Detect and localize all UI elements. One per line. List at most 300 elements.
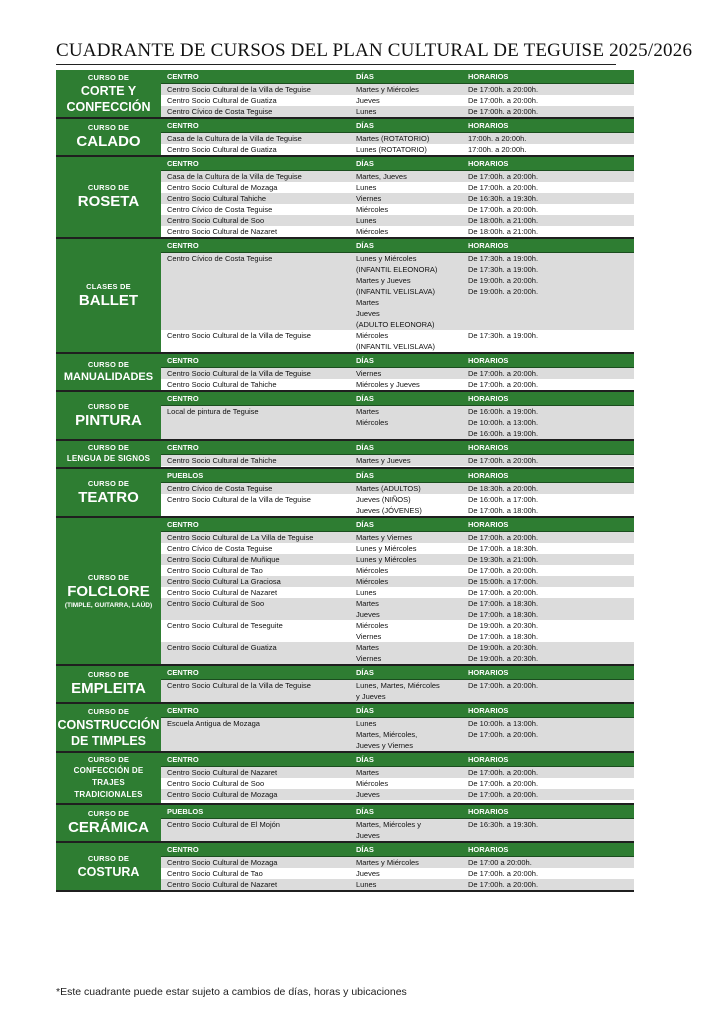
course-prefix: CURSO DE	[87, 72, 130, 82]
days-line: Martes, Jueves	[356, 172, 407, 181]
days-line: Martes	[356, 407, 379, 416]
hours-line: De 17:00h. a 18:30h.	[468, 610, 539, 619]
course-name: PINTURA	[75, 411, 142, 429]
table-header	[161, 843, 634, 857]
days-line: Martes y Viernes	[356, 533, 413, 542]
center-cell: Centro Cívico de Costa Teguise	[167, 484, 273, 493]
course-label	[56, 843, 161, 890]
center-cell: Centro Socio Cultural de El Mojón	[167, 820, 280, 829]
hours-line: De 19:00h. a 20:00h.	[468, 276, 539, 285]
course-section	[56, 843, 634, 892]
days-line: Jueves	[356, 610, 380, 619]
hours-cell	[466, 554, 634, 565]
hours-line: De 17:00h. a 20:00h.	[468, 380, 539, 389]
course-table	[161, 239, 634, 352]
days-cell	[354, 879, 466, 890]
course-section	[56, 753, 634, 805]
course-table	[161, 392, 634, 439]
days-line: Lunes	[356, 216, 377, 225]
hours-line: De 17:00h. a 20:00h.	[468, 183, 539, 192]
course-section	[56, 704, 634, 753]
table-row	[161, 565, 634, 576]
hours-cell	[466, 84, 634, 95]
days-cell	[354, 144, 466, 155]
days-cell	[354, 330, 466, 352]
course-label	[56, 70, 161, 117]
hours-line: De 17:00h. a 20:00h.	[468, 205, 539, 214]
center-cell: Centro Socio Cultural de Tahiche	[167, 380, 277, 389]
course-label	[56, 518, 161, 664]
column-header: CENTRO	[167, 394, 199, 403]
hours-cell	[466, 368, 634, 379]
footnote: *Este cuadrante puede estar sujeto a cambios de días, horas y ubicaciones	[56, 986, 407, 998]
course-label	[56, 469, 161, 516]
days-cell	[354, 598, 466, 620]
hours-line: De 15:00h. a 17:00h.	[468, 577, 539, 586]
table-row	[161, 543, 634, 554]
course-name: ROSETA	[77, 193, 140, 210]
days-cell	[354, 253, 466, 330]
column-header: DÍAS	[356, 845, 374, 854]
hours-line: De 17:00 a 20:00h.	[468, 858, 532, 867]
table-row	[161, 576, 634, 587]
column-header: HORARIOS	[468, 807, 509, 816]
hours-line: De 18:00h. a 21:00h.	[468, 216, 539, 225]
center-cell: Centro Socio Cultural de Mozaga	[167, 790, 278, 799]
center-cell: Centro Cívico de Costa Teguise	[167, 544, 273, 553]
column-header: CENTRO	[167, 706, 199, 715]
days-cell	[354, 565, 466, 576]
days-cell	[354, 494, 466, 516]
days-cell	[354, 182, 466, 193]
center-cell: Centro Socio Cultural de Guatiza	[167, 643, 277, 652]
column-header: CENTRO	[167, 845, 199, 854]
course-name: CORTE Y CONFECCIÓN	[66, 83, 151, 114]
center-cell: Centro Socio Cultural Tahiche	[167, 194, 267, 203]
column-header: DÍAS	[356, 159, 374, 168]
days-line: Lunes y Miércoles	[356, 544, 417, 553]
course-prefix: CURSO DE	[87, 478, 130, 488]
days-cell	[354, 819, 466, 841]
hours-line: De 17:00h. a 20:00h.	[468, 681, 539, 690]
column-header: DÍAS	[356, 394, 374, 403]
center-cell: Centro Socio Cultural de Nazaret	[167, 768, 278, 777]
hours-line: De 17:00h. a 20:00h.	[468, 880, 539, 889]
column-header: PUEBLOS	[167, 807, 204, 816]
course-label	[56, 354, 161, 390]
hours-line: De 19:30h. a 21:00h.	[468, 555, 539, 564]
days-cell	[354, 379, 466, 390]
column-header: HORARIOS	[468, 471, 509, 480]
column-header: HORARIOS	[468, 394, 509, 403]
center-cell: Centro Socio Cultural de Nazaret	[167, 227, 278, 236]
table-row	[161, 330, 634, 352]
course-label	[56, 441, 161, 467]
table-row	[161, 789, 634, 800]
table-row	[161, 554, 634, 565]
course-prefix: CURSO DE	[87, 572, 130, 582]
center-cell: Centro Socio Cultural de Tao	[167, 869, 263, 878]
days-line: Jueves	[356, 790, 380, 799]
course-prefix: CURSO DE	[87, 443, 130, 452]
days-line: Lunes	[356, 588, 377, 597]
days-cell	[354, 532, 466, 543]
course-prefix: CURSO DE	[87, 401, 130, 411]
days-line: Martes (ROTATORIO)	[356, 134, 430, 143]
title-underline	[56, 64, 616, 65]
days-line: Jueves (NIÑOS)	[356, 495, 411, 504]
table-row	[161, 718, 634, 751]
course-section	[56, 441, 634, 469]
days-line: Viernes	[356, 654, 382, 663]
days-cell	[354, 171, 466, 182]
hours-cell	[466, 598, 634, 620]
column-header: DÍAS	[356, 755, 374, 764]
center-cell: Centro Socio Cultural de Guatiza	[167, 96, 277, 105]
hours-cell	[466, 718, 634, 751]
column-header: HORARIOS	[468, 241, 509, 250]
days-cell	[354, 215, 466, 226]
column-header: CENTRO	[167, 241, 199, 250]
center-cell: Centro Cívico de Costa Teguise	[167, 205, 273, 214]
hours-cell	[466, 204, 634, 215]
hours-line: De 17:00h. a 18:30h.	[468, 632, 539, 641]
days-line: Miércoles	[356, 331, 389, 340]
column-header: HORARIOS	[468, 72, 509, 81]
center-cell: Centro Socio Cultural de Soo	[167, 599, 265, 608]
table-header	[161, 518, 634, 532]
hours-line: De 17:00h. a 20:00h.	[468, 107, 539, 116]
course-section	[56, 805, 634, 843]
table-row	[161, 767, 634, 778]
center-cell: Local de pintura de Teguise	[167, 407, 259, 416]
column-header: DÍAS	[356, 471, 374, 480]
hours-line: De 17:00h. a 20:00h.	[468, 779, 539, 788]
table-row	[161, 193, 634, 204]
table-row	[161, 182, 634, 193]
days-line: Martes	[356, 643, 379, 652]
course-prefix: CURSO DE	[87, 853, 130, 863]
table-row	[161, 598, 634, 620]
column-header: HORARIOS	[468, 121, 509, 130]
days-line: Lunes y Miércoles	[356, 555, 417, 564]
table-header	[161, 119, 634, 133]
course-prefix: CURSO DE	[87, 183, 130, 192]
hours-cell	[466, 144, 634, 155]
hours-cell	[466, 494, 634, 516]
hours-line: De 16:00h. a 17:00h.	[468, 495, 539, 504]
hours-line: 17:00h. a 20:00h.	[468, 145, 527, 154]
course-name: CONFECCIÓN DE TRAJES TRADICIONALES	[73, 766, 144, 799]
days-line: Miércoles	[356, 621, 389, 630]
hours-line: De 17:00h. a 20:00h.	[468, 790, 539, 799]
days-cell	[354, 483, 466, 494]
hours-line: De 16:00h. a 19:00h.	[468, 429, 539, 438]
hours-line: De 17:00h. a 20:00h.	[468, 96, 539, 105]
table-header	[161, 441, 634, 455]
column-header: DÍAS	[356, 356, 374, 365]
days-line: Jueves y Viernes	[356, 741, 413, 750]
course-schedule	[56, 70, 634, 892]
table-row	[161, 868, 634, 879]
hours-line: De 16:30h. a 19:30h.	[468, 820, 539, 829]
course-table	[161, 843, 634, 890]
table-row	[161, 778, 634, 789]
column-header: CENTRO	[167, 356, 199, 365]
table-row	[161, 133, 634, 144]
days-cell	[354, 204, 466, 215]
days-line: Miércoles y Jueves	[356, 380, 420, 389]
days-cell	[354, 368, 466, 379]
hours-line: De 16:30h. a 19:30h.	[468, 194, 539, 203]
center-cell: Centro Socio Cultural La Graciosa	[167, 577, 281, 586]
days-cell	[354, 84, 466, 95]
course-label	[56, 392, 161, 439]
table-row	[161, 620, 634, 642]
table-row	[161, 587, 634, 598]
column-header: DÍAS	[356, 807, 374, 816]
center-cell: Casa de la Cultura de la Villa de Teguise	[167, 172, 302, 181]
table-header	[161, 239, 634, 253]
days-line: Martes	[356, 599, 379, 608]
course-table	[161, 119, 634, 155]
hours-cell	[466, 182, 634, 193]
days-cell	[354, 620, 466, 642]
table-row	[161, 379, 634, 390]
days-line: Lunes	[356, 183, 377, 192]
center-cell: Centro Socio Cultural de Nazaret	[167, 588, 278, 597]
column-header: HORARIOS	[468, 443, 509, 452]
hours-line: De 17:00h. a 20:00h.	[468, 730, 539, 739]
hours-cell	[466, 789, 634, 800]
table-header	[161, 805, 634, 819]
column-header: DÍAS	[356, 520, 374, 529]
course-table	[161, 441, 634, 467]
hours-cell	[466, 483, 634, 494]
hours-cell	[466, 455, 634, 466]
table-row	[161, 171, 634, 182]
center-cell: Centro Socio Cultural de Mozaga	[167, 858, 278, 867]
course-label	[56, 119, 161, 155]
course-section	[56, 666, 634, 704]
center-cell: Centro Socio Cultural de Guatiza	[167, 145, 277, 154]
days-cell	[354, 868, 466, 879]
column-header: HORARIOS	[468, 356, 509, 365]
days-line: Lunes (ROTATORIO)	[356, 145, 427, 154]
table-row	[161, 532, 634, 543]
days-cell	[354, 193, 466, 204]
hours-line: De 19:00h. a 20:30h.	[468, 621, 539, 630]
hours-cell	[466, 226, 634, 237]
table-header	[161, 666, 634, 680]
days-line: (INFANTIL VELISLAVA)	[356, 342, 436, 351]
days-line: Martes y Jueves	[356, 276, 411, 285]
course-table	[161, 704, 634, 751]
hours-line: De 18:00h. a 21:00h.	[468, 227, 539, 236]
center-cell: Centro Socio Cultural de Tahiche	[167, 456, 277, 465]
center-cell: Centro Cívico de Costa Teguise	[167, 107, 273, 116]
hours-line: De 17:30h. a 19:00h.	[468, 254, 539, 263]
days-line: Lunes	[356, 719, 377, 728]
days-cell	[354, 778, 466, 789]
hours-cell	[466, 767, 634, 778]
days-cell	[354, 95, 466, 106]
days-line: (INFANTIL VELISLAVA)	[356, 287, 436, 296]
hours-line: De 17:00h. a 20:00h.	[468, 588, 539, 597]
hours-cell	[466, 565, 634, 576]
table-row	[161, 253, 634, 330]
hours-line: De 17:00h. a 20:00h.	[468, 768, 539, 777]
hours-cell	[466, 95, 634, 106]
hours-cell	[466, 642, 634, 664]
days-cell	[354, 718, 466, 751]
days-cell	[354, 857, 466, 868]
center-cell: Centro Socio Cultural de Teseguite	[167, 621, 283, 630]
hours-line: De 17:30h. a 19:00h.	[468, 331, 539, 340]
days-line: (ADULTO ELEONORA)	[356, 320, 435, 329]
days-line: Viernes	[356, 369, 382, 378]
course-section	[56, 469, 634, 518]
course-name: EMPLEITA	[71, 680, 146, 697]
hours-cell	[466, 879, 634, 890]
table-row	[161, 494, 634, 516]
center-cell: Centro Socio Cultural de la Villa de Teguise	[167, 495, 311, 504]
hours-line: De 17:00h. a 20:00h.	[468, 533, 539, 542]
days-line: Lunes	[356, 107, 377, 116]
table-row	[161, 106, 634, 117]
course-section	[56, 518, 634, 666]
hours-line: De 17:00h. a 20:00h.	[468, 869, 539, 878]
table-row	[161, 680, 634, 702]
course-section	[56, 70, 634, 119]
hours-line: De 18:30h. a 20:00h.	[468, 484, 539, 493]
days-line: Lunes, Martes, Miércoles	[356, 681, 440, 690]
course-table	[161, 157, 634, 237]
days-cell	[354, 133, 466, 144]
hours-cell	[466, 680, 634, 702]
course-section	[56, 354, 634, 392]
table-row	[161, 144, 634, 155]
table-row	[161, 226, 634, 237]
hours-cell	[466, 253, 634, 330]
course-section	[56, 119, 634, 157]
days-line: Jueves	[356, 869, 380, 878]
column-header: CENTRO	[167, 159, 199, 168]
days-line: Jueves (JÓVENES)	[356, 506, 422, 515]
hours-cell	[466, 857, 634, 868]
table-row	[161, 84, 634, 95]
hours-line: De 17:00h. a 20:00h.	[468, 369, 539, 378]
table-header	[161, 753, 634, 767]
column-header: CENTRO	[167, 668, 199, 677]
course-prefix: CURSO DE	[87, 360, 130, 369]
hours-line: De 17:00h. a 20:00h.	[468, 456, 539, 465]
days-line: Martes, Miércoles y	[356, 820, 422, 829]
center-cell: Centro Socio Cultural de Tao	[167, 566, 263, 575]
hours-line: De 17:30h. a 19:00h.	[468, 265, 539, 274]
hours-line: De 19:00h. a 20:00h.	[468, 287, 539, 296]
days-line: Martes	[356, 298, 379, 307]
course-prefix: CURSO DE	[87, 809, 130, 818]
course-name: CALADO	[76, 133, 141, 150]
center-cell: Centro Socio Cultural de Soo	[167, 779, 265, 788]
days-line: Jueves	[356, 96, 380, 105]
days-line: Miércoles	[356, 577, 389, 586]
days-cell	[354, 642, 466, 664]
page-title: CUADRANTE DE CURSOS DEL PLAN CULTURAL DE TEGUISE 2025/2026	[56, 40, 693, 61]
days-cell	[354, 576, 466, 587]
course-name: COSTURA	[77, 864, 140, 879]
course-name: BALLET	[78, 291, 139, 309]
hours-line: De 17:00h. a 20:00h.	[468, 566, 539, 575]
table-row	[161, 204, 634, 215]
days-line: Jueves	[356, 831, 380, 840]
column-header: DÍAS	[356, 668, 374, 677]
hours-line: De 10:00h. a 13:00h.	[468, 719, 539, 728]
column-header: DÍAS	[356, 72, 374, 81]
hours-line: De 17:00h. a 18:00h.	[468, 506, 539, 515]
days-cell	[354, 226, 466, 237]
course-section	[56, 157, 634, 239]
course-table	[161, 354, 634, 390]
course-section	[56, 392, 634, 441]
table-header	[161, 354, 634, 368]
hours-cell	[466, 587, 634, 598]
hours-cell	[466, 133, 634, 144]
days-cell	[354, 543, 466, 554]
column-header: HORARIOS	[468, 706, 509, 715]
days-cell	[354, 587, 466, 598]
days-cell	[354, 767, 466, 778]
days-line: Miércoles	[356, 418, 389, 427]
course-label	[56, 704, 161, 751]
course-name: CONSTRUCCIÓN DE TIMPLES	[57, 717, 160, 748]
course-table	[161, 805, 634, 841]
column-header: DÍAS	[356, 443, 374, 452]
center-cell: Centro Socio Cultural de Muñique	[167, 555, 280, 564]
hours-cell	[466, 532, 634, 543]
course-label	[56, 157, 161, 237]
column-header: DÍAS	[356, 241, 374, 250]
course-name: FOLCLORE	[67, 582, 150, 600]
table-header	[161, 157, 634, 171]
days-line: Martes (ADULTOS)	[356, 484, 421, 493]
hours-line: De 17:00h. a 18:30h.	[468, 544, 539, 553]
column-header: CENTRO	[167, 72, 199, 81]
hours-cell	[466, 193, 634, 204]
column-header: CENTRO	[167, 443, 199, 452]
days-line: Martes	[356, 768, 379, 777]
hours-line: De 17:00h. a 18:30h.	[468, 599, 539, 608]
course-label	[56, 239, 161, 352]
column-header: CENTRO	[167, 755, 199, 764]
table-row	[161, 406, 634, 439]
hours-cell	[466, 379, 634, 390]
hours-cell	[466, 620, 634, 642]
course-label	[56, 805, 161, 841]
course-name: CERÁMICA	[68, 819, 149, 836]
course-note: (TIMPLE, GUITARRA, LAÚD)	[64, 601, 153, 609]
hours-cell	[466, 819, 634, 841]
days-cell	[354, 106, 466, 117]
column-header: CENTRO	[167, 520, 199, 529]
days-cell	[354, 455, 466, 466]
table-row	[161, 368, 634, 379]
course-prefix: CLASES DE	[86, 281, 131, 291]
center-cell: Centro Socio Cultural de la Villa de Teguise	[167, 681, 311, 690]
column-header: PUEBLOS	[167, 471, 204, 480]
center-cell: Centro Socio Cultural de Mozaga	[167, 183, 278, 192]
